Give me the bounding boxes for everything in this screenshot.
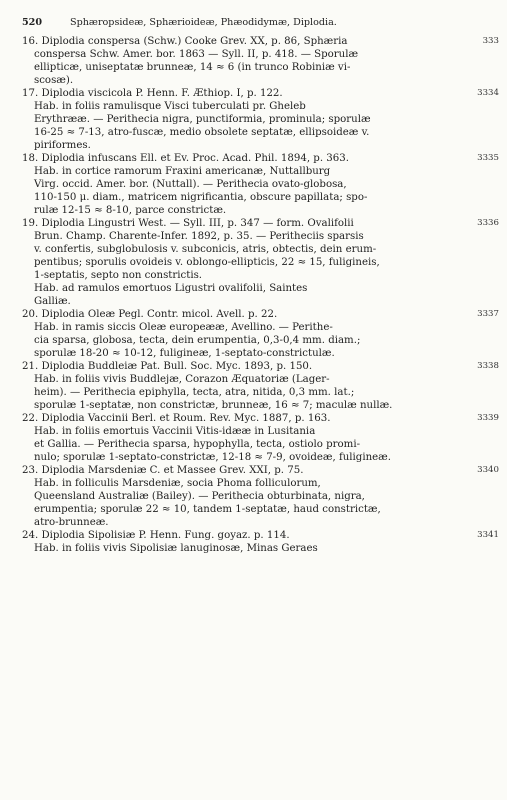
- entry-text-line: Hab. ad ramulos emortuos Ligustri ovalifolii, Saintes: [34, 283, 308, 294]
- entry-text-line: ellipticæ, uniseptatæ brunneæ, 14 ≈ 6 (in trunco Robiniæ vi-: [34, 62, 351, 73]
- entry-text-line: v. confertis, subglobulosis v. subconicis, atris, obtectis, dein erum-: [34, 244, 377, 255]
- catalog-number: 3337: [477, 309, 499, 319]
- entry-heading-line: 21. Diplodia Buddleiæ Pat. Bull. Soc. Myc. 1893, p. 150. 3338: [22, 361, 499, 372]
- entry-heading-line: 23. Diplodia Marsdeniæ C. et Massee Grev. XXI, p. 75. 3340: [22, 465, 499, 476]
- page-number: 520: [22, 17, 43, 28]
- species-entry: [22, 464, 499, 529]
- entry-heading-line: 19. Diplodia Lingustri West. — Syll. III, p. 347 — form. Ovalifolii 3336: [22, 218, 499, 229]
- entry-heading-line: 17. Diplodia viscicola P. Henn. F. Æthiop. I, p. 122. 3334: [22, 88, 499, 99]
- entry-text-line: et Gallia. — Perithecia sparsa, hypophylla, tecta, ostiolo promi-: [34, 439, 361, 450]
- entry-text-line: 16-25 ≈ 7-13, atro-fuscæ, medio obsolete septatæ, ellipsoideæ v.: [34, 127, 370, 138]
- entry-text-line: sporulæ 18-20 ≈ 10-12, fuligineæ, 1-septato-constrictulæ.: [34, 348, 335, 359]
- entry-text-line: 1-septatis, septo non constrictis.: [34, 270, 203, 281]
- catalog-number: 3336: [477, 218, 499, 228]
- entry-text-line: Hab. in foliis emortuis Vaccinii Vitis-idææ in Lusitania: [34, 426, 316, 437]
- species-entry: [22, 152, 499, 217]
- catalog-number: 3339: [477, 413, 499, 423]
- running-header: [22, 16, 471, 29]
- species-entry: [22, 412, 499, 464]
- entry-heading-line: 18. Diplodia infuscans Ell. et Ev. Proc. Acad. Phil. 1894, p. 363. 3335: [22, 153, 499, 164]
- entry-text-line: Queensland Australiæ (Bailey). — Perithecia obturbinata, nigra,: [34, 491, 365, 502]
- entry-text-line: 110-150 μ. diam., matricem nigrificantia, obscure papillata; spo-: [34, 192, 368, 203]
- species-entries: [22, 35, 499, 555]
- entry-heading-line: 16. Diplodia conspersa (Schw.) Cooke Grev. XX, p. 86, Sphæria 333: [22, 36, 499, 47]
- entry-text-line: Virg. occid. Amer. bor. (Nuttall). — Perithecia ovato-globosa,: [34, 179, 347, 190]
- entry-text-line: atro-brunneæ.: [34, 517, 109, 528]
- entry-text-line: piriformes.: [34, 140, 91, 151]
- entry-text-line: Hab. in ramis siccis Oleæ europeææ, Avellino. — Perithe-: [34, 322, 333, 333]
- entry-heading-line: 24. Diplodia Sipolisiæ P. Henn. Fung. goyaz. p. 114. 3341: [22, 530, 499, 541]
- running-title: Sphæropsideæ, Sphærioideæ, Phæodidymæ, Diplodia.: [70, 17, 337, 28]
- entry-text-line: conspersa Schw. Amer. bor. 1863 — Syll. II, p. 418. — Sporulæ: [34, 49, 359, 60]
- catalog-number: 3341: [477, 530, 499, 540]
- entry-text-line: Galliæ.: [34, 296, 71, 307]
- catalog-number: 3335: [477, 153, 499, 163]
- entry-text-line: rulæ 12-15 ≈ 8-10, parce constrictæ.: [34, 205, 227, 216]
- entry-text-line: sporulæ 1-septatæ, non constrictæ, brunneæ, 16 ≈ 7; maculæ nullæ.: [34, 400, 393, 411]
- catalog-number: 3340: [477, 465, 499, 475]
- species-entry: [22, 360, 499, 412]
- entry-text-line: Hab. in cortice ramorum Fraxini americanæ, Nuttallburg: [34, 166, 331, 177]
- entry-text-line: Hab. in foliis vivis Sipolisiæ lanuginosæ, Minas Geraes: [34, 543, 318, 554]
- entry-heading-line: 22. Diplodia Vaccinii Berl. et Roum. Rev. Myc. 1887, p. 163. 3339: [22, 413, 499, 424]
- entry-text-line: Hab. in foliis ramulisque Visci tuberculati pr. Gheleb: [34, 101, 306, 112]
- entry-text-line: Brun. Champ. Charente-Infer. 1892, p. 35. — Peritheciis sparsis: [34, 231, 364, 242]
- catalog-number: 3334: [477, 88, 499, 98]
- catalog-number: 3338: [477, 361, 499, 371]
- species-entry: [22, 217, 499, 308]
- entry-text-line: Hab. in foliis vivis Buddlejæ, Corazon Æquatoriæ (Lager-: [34, 374, 330, 385]
- catalog-number: 333: [482, 36, 499, 46]
- entry-text-line: heim). — Perithecia epiphylla, tecta, atra, nitida, 0,3 mm. lat.;: [34, 387, 355, 398]
- entry-text-line: Hab. in folliculis Marsdeniæ, socia Phoma folliculorum,: [34, 478, 321, 489]
- species-entry: [22, 308, 499, 360]
- entry-text-line: Erythrææ. — Perithecia nigra, punctiformia, prominula; sporulæ: [34, 114, 371, 125]
- entry-text-line: scosæ).: [34, 75, 74, 86]
- entry-heading-line: 20. Diplodia Oleæ Pegl. Contr. micol. Avell. p. 22. 3337: [22, 309, 499, 320]
- species-entry: [22, 87, 499, 152]
- species-entry: [22, 35, 499, 87]
- entry-text-line: erumpentia; sporulæ 22 ≈ 10, tandem 1-septatæ, haud constrictæ,: [34, 504, 381, 515]
- entry-text-line: nulo; sporulæ 1-septato-constrictæ, 12-18 ≈ 7-9, ovoideæ, fuligineæ.: [34, 452, 391, 463]
- entry-text-line: pentibus; sporulis ovoideis v. oblongo-ellipticis, 22 ≈ 15, fuligineis,: [34, 257, 380, 268]
- entry-text-line: cia sparsa, globosa, tecta, dein erumpentia, 0,3-0,4 mm. diam.;: [34, 335, 361, 346]
- species-entry: [22, 529, 499, 555]
